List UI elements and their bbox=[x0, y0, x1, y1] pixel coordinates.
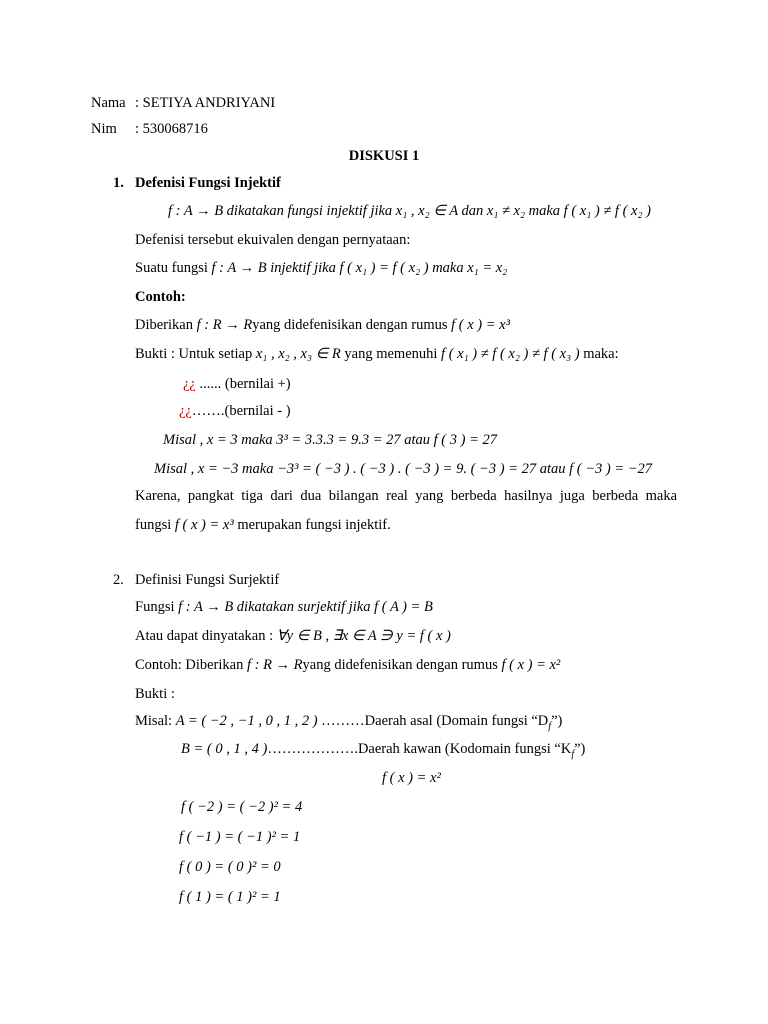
example-given-text-2: yang didefenisikan dengan rumus bbox=[252, 317, 452, 333]
conclusion-line-2 bbox=[135, 518, 391, 533]
surjective-example-function: f : R → R bbox=[246, 657, 303, 673]
conclusion-formula: f ( x ) = x³ bbox=[174, 517, 234, 533]
example-positive: Misal , x = 3 maka 3³ = 3.3.3 = 9.3 = 27 atau f ( 3 ) = 27 bbox=[163, 432, 497, 448]
codomain-set-text: ……………….Daerah kawan (Kodomain fungsi “K bbox=[267, 741, 572, 757]
proof-line bbox=[135, 347, 619, 362]
misal-label: Misal: bbox=[135, 713, 176, 729]
surjective-definition-formula: f : A → B dikatakan surjektif jika f ( A ) = B bbox=[178, 599, 433, 615]
surjective-alternative bbox=[135, 629, 451, 644]
name-label: Nama bbox=[91, 95, 126, 111]
injective-statement-formula: f : A → B injektif jika f ( x₁ ) = f ( x₂ ) maka x₁ = x₂ bbox=[211, 260, 508, 276]
case-negative-mark: ¿¿ bbox=[179, 403, 192, 419]
example-negative: Misal , x = −3 maka −3³ = ( −3 ) . ( −3 ) . ( −3 ) = 9. ( −3 ) = 27 atau f ( −3 ) = −27 bbox=[154, 461, 653, 477]
example-given-text: Diberikan bbox=[135, 317, 197, 333]
surjective-example bbox=[135, 658, 560, 673]
nim-value: : 530068716 bbox=[135, 121, 208, 137]
codomain-set-subscript: f bbox=[571, 748, 575, 760]
conclusion-text-2: merupakan fungsi injektif. bbox=[233, 517, 391, 533]
case-positive-text: ...... (bernilai +) bbox=[195, 376, 291, 392]
case-positive bbox=[183, 377, 291, 392]
surjective-example-text-2: yang didefenisikan dengan rumus bbox=[302, 657, 502, 673]
calculation-row: f ( 1 ) = ( 1 )² = 1 bbox=[179, 889, 281, 905]
section-1-number: 1. bbox=[113, 175, 124, 191]
case-negative bbox=[179, 404, 291, 419]
section-1-heading: Defenisi Fungsi Injektif bbox=[135, 175, 281, 191]
equivalence-text: Defenisi tersebut ekuivalen dengan pernyataan: bbox=[135, 232, 411, 248]
injective-statement-text: Suatu fungsi bbox=[135, 260, 212, 276]
example-given-function: f : R → R bbox=[196, 317, 253, 333]
surjective-proof-label: Bukti : bbox=[135, 686, 175, 702]
example-label: Contoh: bbox=[135, 289, 186, 305]
surjective-definition bbox=[135, 600, 433, 615]
function-rule: f ( x ) = x² bbox=[382, 770, 441, 786]
conclusion-text: fungsi bbox=[135, 517, 175, 533]
domain-set-line bbox=[135, 714, 562, 732]
nim-label: Nim bbox=[91, 121, 117, 137]
surjective-definition-text: Fungsi bbox=[135, 599, 179, 615]
example-given bbox=[135, 318, 510, 333]
example-given-rule: f ( x ) = x³ bbox=[451, 317, 510, 333]
domain-set-end: ”) bbox=[551, 713, 563, 729]
proof-text-2: yang memenuhi bbox=[340, 346, 442, 362]
injective-definition-formula: f : A → B dikatakan fungsi injektif jika x₁ , x₂ ∈ A dan x₁ ≠ x₂ maka f ( x₁ ) ≠ f ( x₂ ) bbox=[168, 203, 651, 219]
surjective-alternative-text: Atau dapat dinyatakan : bbox=[135, 628, 277, 644]
domain-set-subscript: f bbox=[548, 720, 552, 732]
injective-statement bbox=[135, 261, 507, 276]
section-2-heading: Definisi Fungsi Surjektif bbox=[135, 572, 280, 588]
domain-set: A = ( −2 , −1 , 0 , 1 , 2 ) bbox=[175, 713, 318, 729]
calculation-row: f ( 0 ) = ( 0 )² = 0 bbox=[179, 859, 281, 875]
codomain-set-end: ”) bbox=[574, 741, 586, 757]
proof-condition: f ( x₁ ) ≠ f ( x₂ ) ≠ f ( x₃ ) bbox=[441, 346, 580, 362]
case-positive-mark: ¿¿ bbox=[183, 376, 196, 392]
proof-text: Bukti : Untuk setiap bbox=[135, 346, 256, 362]
section-2-number: 2. bbox=[113, 572, 124, 588]
codomain-set: B = ( 0 , 1 , 4 ) bbox=[181, 741, 268, 757]
calculation-row: f ( −1 ) = ( −1 )² = 1 bbox=[179, 829, 301, 845]
proof-variables: x₁ , x₂ , x₃ ∈ R bbox=[255, 346, 341, 362]
calculation-row: f ( −2 ) = ( −2 )² = 4 bbox=[181, 799, 303, 815]
surjective-example-text: Contoh: Diberikan bbox=[135, 657, 247, 673]
surjective-alternative-formula: ∀y ∈ B , ∃x ∈ A ∋ y = f ( x ) bbox=[276, 628, 451, 644]
case-negative-text: …….(bernilai - ) bbox=[191, 403, 291, 419]
codomain-set-line bbox=[181, 742, 585, 760]
proof-text-3: maka: bbox=[579, 346, 619, 362]
page-title: DISKUSI 1 bbox=[348, 148, 420, 164]
conclusion-line-1: Karena, pangkat tiga dari dua bilangan real yang berbeda hasilnya juga berbeda maka bbox=[135, 488, 677, 504]
name-value: : SETIYA ANDRIYANI bbox=[135, 95, 276, 111]
surjective-example-rule: f ( x ) = x² bbox=[501, 657, 561, 673]
domain-set-text: ………Daerah asal (Domain fungsi “D bbox=[317, 713, 549, 729]
